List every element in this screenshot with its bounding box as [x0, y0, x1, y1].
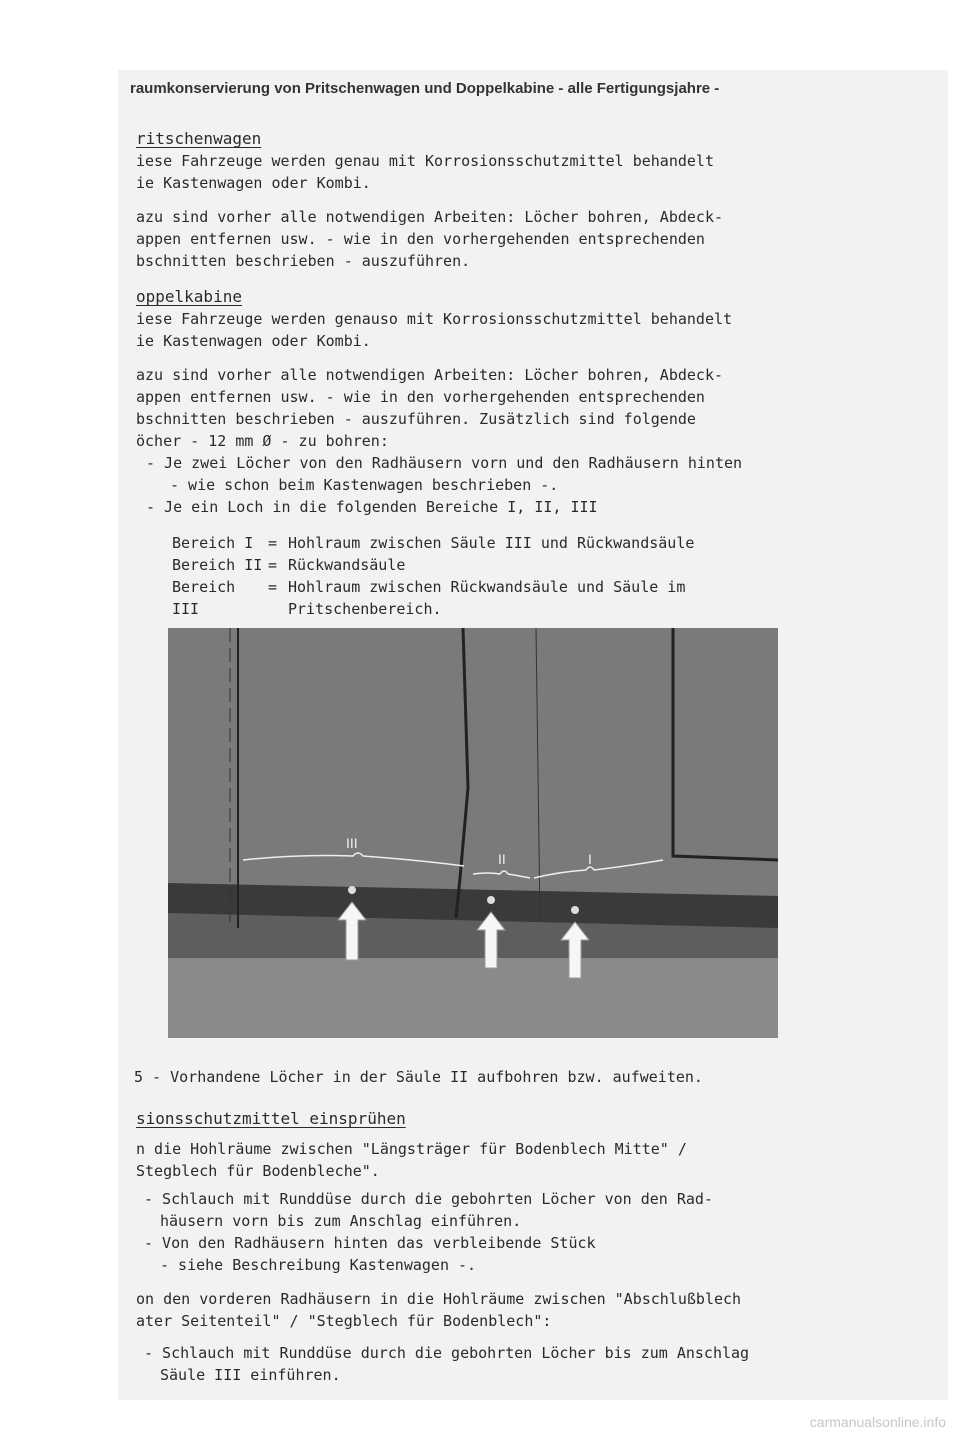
text-line: Stegblech für Bodenbleche". [136, 1162, 380, 1180]
hole-marker [487, 896, 495, 904]
section-heading-doppelkabine: oppelkabine [136, 287, 242, 306]
text-line: appen entfernen usw. - wie in den vorhergehenden entsprechenden [136, 230, 705, 248]
definition-row [172, 554, 828, 576]
text-line: bschnitten beschrieben - auszuführen. Zusätzlich sind folgende [136, 410, 696, 428]
bullet-item: - Schlauch mit Runddüse durch die gebohrten Löcher bis zum Anschlag [144, 1344, 750, 1362]
text-line: ie Kastenwagen oder Kombi. [136, 332, 371, 350]
section-heading-pritschenwagen: ritschenwagen [136, 129, 262, 148]
bullet-item: - Je zwei Löcher von den Radhäusern vorn und den Radhäusern hinten [146, 454, 743, 472]
photo-label-ii: II [498, 851, 506, 867]
section-heading-einspruehen: sionsschutzmittel einsprühen [136, 1109, 406, 1128]
bullet-item: - Schlauch mit Runddüse durch die gebohrten Löcher von den Rad- [144, 1190, 713, 1208]
text-line: azu sind vorher alle notwendigen Arbeiten: Löcher bohren, Abdeck- [136, 208, 723, 226]
bullet-continuation: - wie schon beim Kastenwagen beschrieben -. [170, 476, 559, 494]
section-pritschenwagen [136, 128, 723, 272]
definition-row [172, 576, 828, 620]
definition-value: Hohlraum zwischen Rückwandsäule und Säule im Pritschenbereich. [288, 578, 686, 618]
text-line: on den vorderen Radhäusern in die Hohlräume zwischen "Abschlußblech [136, 1290, 742, 1308]
definition-key: Bereich II [172, 556, 263, 574]
definition-value: Hohlraum zwischen Säule III und Rückwandsäule [288, 534, 695, 552]
text-line: ie Kastenwagen oder Kombi. [136, 174, 371, 192]
section-einspruehen [136, 1108, 749, 1386]
vehicle-underside-photo [168, 628, 778, 1038]
text-line: öcher - 12 mm Ø - zu bohren: [136, 432, 389, 450]
text-line: iese Fahrzeuge werden genauso mit Korrosionsschutzmittel behandelt [136, 310, 733, 328]
bullet-continuation: Säule III einführen. [160, 1366, 341, 1384]
floor-area [168, 958, 778, 1038]
bullet-item: - Je ein Loch in die folgenden Bereiche I, II, III [146, 498, 598, 516]
equals-sign: = [268, 534, 278, 552]
section-doppelkabine [136, 286, 742, 518]
hole-marker [348, 886, 356, 894]
photo-illustration [168, 628, 778, 1038]
equals-sign: = [268, 556, 278, 574]
definition-key: Bereich III [172, 578, 236, 618]
hole-marker [571, 906, 579, 914]
definition-key: Bereich I [172, 534, 254, 552]
text-line: bschnitten beschrieben - auszuführen. [136, 252, 471, 270]
text-line: n die Hohlräume zwischen "Längsträger für Bodenblech Mitte" / [136, 1140, 687, 1158]
bullet-continuation: häusern vorn bis zum Anschlag einführen. [160, 1212, 522, 1230]
photo-label-i: I [588, 851, 592, 867]
text-line: azu sind vorher alle notwendigen Arbeiten: Löcher bohren, Abdeck- [136, 366, 723, 384]
watermark-link[interactable]: carmanualsonline.info [809, 1414, 946, 1430]
photo-label-iii: III [346, 835, 358, 851]
page-header-title: raumkonservierung von Pritschenwagen und Doppelkabine - alle Fertigungsjahre - [130, 80, 720, 97]
bereich-definitions [172, 532, 828, 620]
text-line: appen entfernen usw. - wie in den vorhergehenden entsprechenden [136, 388, 705, 406]
definition-row [172, 532, 828, 554]
text-line: ater Seitenteil" / "Stegblech für Bodenblech": [136, 1312, 552, 1330]
text-line: iese Fahrzeuge werden genau mit Korrosionsschutzmittel behandelt [136, 152, 714, 170]
bullet-continuation: - siehe Beschreibung Kastenwagen -. [160, 1256, 477, 1274]
bullet-item: - Von den Radhäusern hinten das verbleibende Stück [144, 1234, 596, 1252]
definition-value: Rückwandsäule [288, 556, 406, 574]
figure-caption: 5 - Vorhandene Löcher in der Säule II aufbohren bzw. aufweiten. [134, 1068, 703, 1086]
equals-sign: = [268, 578, 278, 596]
